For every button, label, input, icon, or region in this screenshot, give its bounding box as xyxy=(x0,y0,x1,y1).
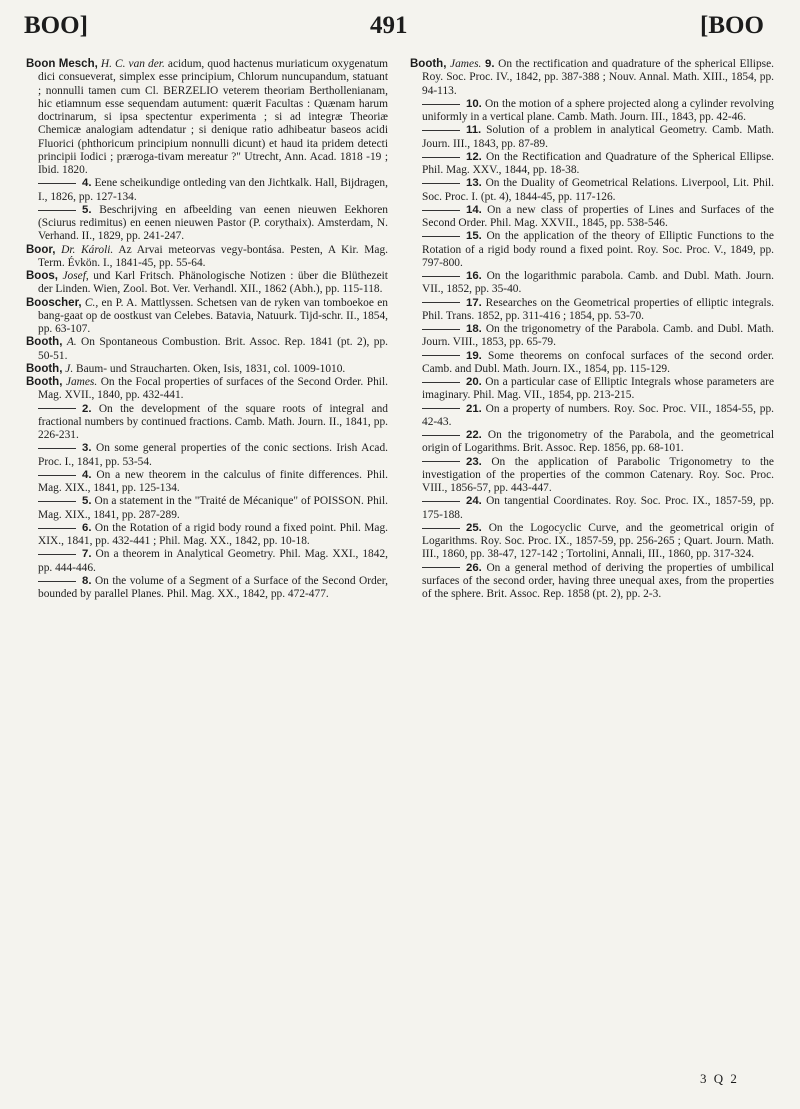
entry-number: 3. xyxy=(82,442,92,455)
ditto-rule xyxy=(422,210,460,211)
entry-number: 4. xyxy=(82,177,92,190)
catalogue-entry xyxy=(26,575,388,602)
catalogue-entry xyxy=(26,363,388,376)
ditto-rule xyxy=(422,435,460,436)
catalogue-entry xyxy=(410,151,774,178)
catalogue-entry xyxy=(26,270,388,297)
entry-text: On a statement in the "Traité de Mécanique" of POISSON. Phil. Mag. XIX., 1841, pp. 287-289. xyxy=(38,495,388,521)
ditto-rule xyxy=(422,501,460,502)
entry-number: 7. xyxy=(82,548,92,561)
entry-author-forename: Dr. Károli. xyxy=(61,243,114,256)
catalogue-entry xyxy=(410,323,774,350)
entry-number: 24. xyxy=(466,495,482,508)
entry-text: On the volume of a Segment of a Surface of the Second Order, bounded by parallel Planes. Phil. Mag. XX., 1842, pp. 472-477. xyxy=(38,574,388,600)
entry-text: acidum, quod hactenus muriaticum oxygenatum dici consueverat, simplex esse principium, Chlorum nuncupandum, statuant ; nonnulli tamen cum Cl. BERZELIO veterem theoriam Berthollenianam, hic etiamnum esse sequendam autument: quærit Facultas : Quænam harum doctrinarum, si ipsa spectentur experimenta ; si ad integræ Theoriæ Chemicæ analogiam adtendatur ; si denique ratio adhibeatur baseos acidi Fluorici (phthoricum principium nonnulli dicunt) et haud ita pridem detecti principii Iodici ; præroga-tivam mereatur ?" Utrecht, Ann. Acad. 1818 -19 ; Ibid. 1820. xyxy=(38,58,389,176)
entry-number: 22. xyxy=(466,429,482,441)
entry-number: 25. xyxy=(466,521,482,534)
header-left: BOO] xyxy=(24,12,88,39)
entry-author-forename: James. xyxy=(65,376,98,388)
entry-number: 14. xyxy=(466,203,482,216)
entry-number: 17. xyxy=(466,296,482,309)
catalogue-entry xyxy=(410,58,774,98)
catalogue-entry xyxy=(410,562,774,602)
catalogue-entry xyxy=(26,177,388,204)
ditto-rule xyxy=(38,475,76,476)
catalogue-entry xyxy=(410,403,774,430)
catalogue-entry xyxy=(26,58,388,177)
entry-text: On a theorem in Analytical Geometry. Phil. Mag. XXI., 1842, pp. 444-446. xyxy=(38,548,388,574)
entry-author: Booth, xyxy=(410,58,447,70)
entry-text: On a new theorem in the calculus of finite differences. Phil. Mag. XIX., 1841, pp. 125-134. xyxy=(38,468,388,494)
catalogue-entry xyxy=(26,297,388,337)
entry-number: 15. xyxy=(466,230,482,243)
entry-number: 18. xyxy=(466,323,482,335)
entry-number: 26. xyxy=(466,561,482,574)
entry-text: Some theorems on confocal surfaces of the second order. Camb. and Dubl. Math. Journ. IX., 1854, pp. 115-129. xyxy=(422,349,774,375)
entry-text: On the motion of a sphere projected along a cylinder revolving uniformly in a vertical plane. Camb. Math. Journ. III., 1843, pp. 42-46. xyxy=(422,97,774,123)
catalogue-entry xyxy=(410,297,774,324)
entry-author: Boon Mesch, xyxy=(26,58,98,70)
ditto-rule xyxy=(422,104,460,105)
entry-text: On Spontaneous Combustion. Brit. Assoc. Rep. 1841 (pt. 2), pp. 50-51. xyxy=(38,336,388,362)
entry-author: Booscher, xyxy=(26,296,82,309)
ditto-rule xyxy=(38,554,76,555)
catalogue-entry xyxy=(26,495,388,522)
ditto-rule xyxy=(38,501,76,502)
entry-author: Boos, xyxy=(26,270,58,282)
entry-text: On the trigonometry of the Parabola, and the geometrical origin of Logarithms. Brit. Assoc. Rep. 1856, pp. 68-101. xyxy=(422,429,774,455)
entry-text: Researches on the Geometrical properties of elliptic integrals. Phil. Trans. 1852, pp. 311-416 ; 1854, pp. 53-70. xyxy=(422,296,774,322)
entry-text: On the rectification and quadrature of the spherical Ellipse. Roy. Soc. Proc. IV., 1842, pp. 387-388 ; Nouv. Annal. Math. XIII., 1854, pp. 94-113. xyxy=(422,58,774,97)
entry-number: 9. xyxy=(484,58,495,70)
entry-author-forename: H. C. van der. xyxy=(100,58,165,70)
ditto-rule xyxy=(422,157,460,158)
entry-author: Booth, xyxy=(26,362,63,375)
ditto-rule xyxy=(422,528,460,529)
entry-text: On the application of Parabolic Trigonometry to the investigation of the properties of the common Catenary. Roy. Soc. Proc. VIII., 1856-57, pp. 443-447. xyxy=(422,455,774,494)
ditto-rule xyxy=(422,382,460,383)
ditto-rule xyxy=(422,408,460,409)
entry-text: On a new class of properties of Lines and Surfaces of the Second Order. Phil. Mag. XXVII., 1845, pp. 538-546. xyxy=(422,203,774,229)
entry-author-forename: A. xyxy=(66,336,77,349)
entry-author-forename: J. xyxy=(65,362,74,375)
catalogue-entry xyxy=(26,522,388,549)
entry-text: On a property of numbers. Roy. Soc. Proc. VII., 1854-55, pp. 42-43. xyxy=(422,402,774,428)
entry-text: Beschrijving en afbeelding van eenen nieuwen Eekhoren (Sciurus redimitus) en eenen nieuwen Pastor (P. corythaix). Amsterdam, N. Verhand. II., 1829, pp. 241-247. xyxy=(38,203,388,243)
entry-text: On the Duality of Geometrical Relations. Liverpool, Lit. Phil. Soc. Proc. I. (pt. 4), 1844-45, pp. 117-126. xyxy=(422,177,774,203)
entry-number: 5. xyxy=(82,495,92,508)
entry-text: Eene scheikundige ontleding van den Jichtkalk. Hall, Bijdragen, I., 1826, pp. 127-134. xyxy=(38,177,388,203)
catalogue-entry xyxy=(410,350,774,377)
entry-text: On tangential Coordinates. Roy. Soc. Proc. IX., 1857-59, pp. 175-188. xyxy=(422,495,774,521)
ditto-rule xyxy=(422,183,460,184)
catalogue-entry xyxy=(410,495,774,522)
entry-number: 6. xyxy=(82,521,92,534)
entry-text: en P. A. Mattlyssen. Schetsen van de ryken van tomboekoe en bang-gaat op de oostkust van Celebes. Batavia, Natuurk. Tijd-schr. II., 1854, pp. 63-107. xyxy=(38,296,388,335)
entry-author-forename: James. xyxy=(450,58,482,70)
right-column xyxy=(410,58,774,601)
entry-number: 23. xyxy=(466,455,482,468)
entry-text: On the Focal properties of surfaces of the Second Order. Phil. Mag. XVII., 1840, pp. 432-441. xyxy=(38,376,388,402)
ditto-rule xyxy=(422,130,460,131)
left-column xyxy=(26,58,388,601)
header-right: [BOO xyxy=(700,12,764,39)
page-number: 491 xyxy=(370,12,408,39)
entry-text: On the application of the theory of Elliptic Functions to the Rotation of a rigid body round a fixed point. Roy. Soc. Proc. V., 1849, pp. 797-800. xyxy=(422,230,774,269)
signature-mark: 3 Q 2 xyxy=(700,1071,739,1086)
ditto-rule xyxy=(38,210,76,211)
entry-text: Solution of a problem in analytical Geometry. Camb. Math. Journ. III., 1843, pp. 87-89. xyxy=(422,124,774,150)
catalogue-entry xyxy=(410,177,774,204)
catalogue-entry xyxy=(26,336,388,363)
catalogue-entry xyxy=(410,456,774,496)
entry-text: On a particular case of Elliptic Integrals whose parameters are imaginary. Phil. Mag. VII., 1854, pp. 213-215. xyxy=(422,376,775,402)
entry-number: 8. xyxy=(82,574,92,587)
catalogue-entry xyxy=(410,204,774,231)
entry-number: 10. xyxy=(466,97,482,110)
ditto-rule xyxy=(38,528,76,529)
ditto-rule xyxy=(38,581,76,582)
ditto-rule xyxy=(422,461,460,462)
catalogue-entry xyxy=(410,376,774,403)
entry-text: On the Logocyclic Curve, and the geometrical origin of Logarithms. Roy. Soc. Proc. IX., 1857-59, pp. 256-265 ; Quart. Journ. Math. III., 1860, pp. 38-47, 127-142 ; Tortolini, Annali, III., 1860, pp. 317-324. xyxy=(422,521,774,561)
entry-number: 19. xyxy=(466,349,482,362)
entry-text: On some general properties of the conic sections. Irish Acad. Proc. I., 1841, pp. 53-54. xyxy=(38,442,388,468)
catalogue-entry xyxy=(26,204,388,244)
entry-number: 5. xyxy=(82,203,92,216)
entry-number: 12. xyxy=(466,150,482,163)
entry-author: Booth, xyxy=(26,336,63,349)
entry-text: On the trigonometry of the Parabola. Camb. and Dubl. Math. Journ. VIII., 1853, pp. 65-79. xyxy=(422,323,774,349)
catalogue-entry xyxy=(410,522,774,562)
catalogue-entry xyxy=(26,548,388,575)
entry-number: 20. xyxy=(466,376,482,388)
ditto-rule xyxy=(422,355,460,356)
catalogue-entry xyxy=(410,270,774,297)
entry-text: On a general method of deriving the properties of umbilical surfaces of the second order, having three unequal axes, from the properties of the sphere. Brit. Assoc. Rep. 1858 (pt. 2), pp. 2-3. xyxy=(422,561,774,600)
catalogue-entry xyxy=(410,98,774,125)
entry-author-forename: Josef, xyxy=(62,270,89,282)
entry-author-forename: C., xyxy=(84,296,99,309)
entry-text: On the Rectification and Quadrature of the Spherical Ellipse. Phil. Mag. XXV., 1844, pp. 18-38. xyxy=(422,150,774,176)
catalogue-entry xyxy=(26,403,388,443)
entry-text: On the logarithmic parabola. Camb. and Dubl. Math. Journ. VII., 1852, pp. 35-40. xyxy=(422,270,774,296)
entry-text: und Karl Fritsch. Phänologische Notizen : über die Blüthezeit der Linden. Wien, Zool. Bot. Ver. Verhandl. XII., 1862 (Abh.), pp. 115-118. xyxy=(38,270,388,296)
ditto-rule xyxy=(422,302,460,303)
catalogue-entry xyxy=(410,429,774,456)
catalogue-entry xyxy=(26,244,388,271)
ditto-rule xyxy=(38,408,76,409)
ditto-rule xyxy=(38,448,76,449)
entry-number: 2. xyxy=(82,402,92,415)
entry-number: 16. xyxy=(466,270,482,282)
entry-number: 13. xyxy=(466,177,482,190)
ditto-rule xyxy=(422,276,460,277)
catalogue-entry xyxy=(410,124,774,151)
entry-author: Booth, xyxy=(26,376,63,388)
catalogue-entry xyxy=(26,469,388,496)
catalogue-entry xyxy=(410,230,774,270)
ditto-rule xyxy=(422,236,460,237)
catalogue-entry xyxy=(26,376,388,403)
ditto-rule xyxy=(38,183,76,184)
entry-text: Az Arvai meteorvas vegy-bontása. Pesten, A Kir. Mag. Term. Évkön. I., 1841-45, pp. 55-64. xyxy=(38,243,389,269)
entry-number: 21. xyxy=(466,402,482,415)
entry-text: On the development of the square roots of integral and fractional numbers by continued fractions. Camb. Math. Journ. II., 1841, pp. 226-231. xyxy=(38,402,388,441)
ditto-rule xyxy=(422,329,460,330)
catalogue-entry xyxy=(26,442,388,469)
entry-number: 4. xyxy=(82,468,92,481)
entry-text: On the Rotation of a rigid body round a fixed point. Phil. Mag. XIX., 1841, pp. 432-441 ; Phil. Mag. XX., 1842, pp. 10-18. xyxy=(38,521,388,547)
ditto-rule xyxy=(422,567,460,568)
entry-author: Boor, xyxy=(26,243,56,256)
entry-number: 11. xyxy=(466,124,482,137)
entry-text: Baum- und Straucharten. Oken, Isis, 1831, col. 1009-1010. xyxy=(76,362,346,375)
